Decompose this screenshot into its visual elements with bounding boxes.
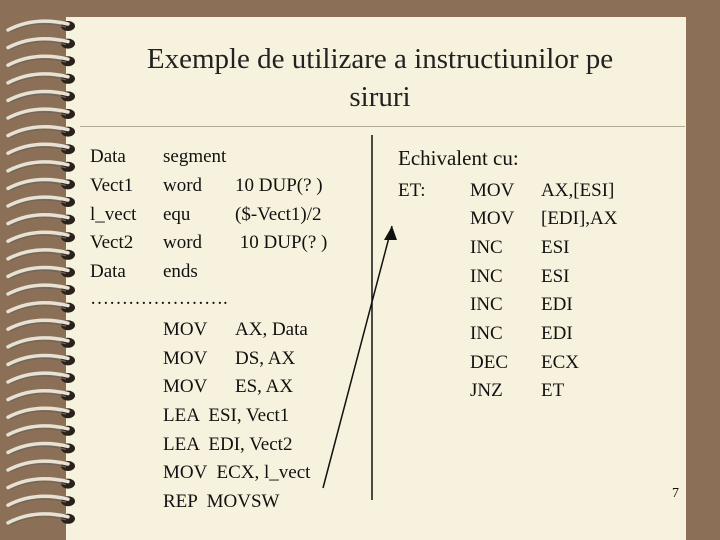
instruction-arg: DS, AX — [235, 348, 296, 369]
equiv-arg: EDI — [541, 294, 573, 315]
instruction-arg: AX, Data — [235, 319, 308, 340]
instruction-line: MOV ECX, l_vect — [163, 462, 311, 483]
code-label: l_vect — [90, 204, 137, 225]
code-label: Vect2 — [90, 232, 134, 253]
instruction-line: REP MOVSW — [163, 491, 280, 512]
title-line-2: siruri — [349, 81, 411, 113]
equiv-op: INC — [470, 294, 503, 315]
equiv-op: INC — [470, 323, 503, 344]
code-arg: 10 DUP(? ) — [235, 232, 328, 253]
equiv-arg: ECX — [541, 352, 579, 373]
equiv-arg: AX,[ESI] — [541, 180, 615, 201]
equiv-op: INC — [470, 237, 503, 258]
instruction-op: MOV — [163, 319, 208, 340]
equiv-op: MOV — [470, 180, 515, 201]
code-op: ends — [163, 261, 198, 282]
code-op: segment — [163, 146, 227, 167]
code-op: equ — [163, 204, 191, 225]
code-arg: 10 DUP(? ) — [235, 175, 323, 196]
code-arg: ($-Vect1)/2 — [235, 204, 322, 225]
code-op: word — [163, 175, 203, 196]
equivalence-arrow — [323, 226, 392, 488]
equiv-op: JNZ — [470, 380, 503, 401]
equivalent-heading: Echivalent cu: — [398, 146, 519, 170]
code-op: word — [163, 232, 203, 253]
equiv-op: MOV — [470, 208, 515, 229]
equiv-arg: ESI — [541, 237, 570, 258]
equiv-arg: EDI — [541, 323, 573, 344]
equiv-arg: ESI — [541, 266, 570, 287]
title-line-1: Exemple de utilizare a instructiunilor pe — [146, 43, 614, 75]
loop-label: ET: — [398, 180, 426, 201]
instruction-line: LEA ESI, Vect1 — [163, 405, 290, 426]
instruction-op: MOV — [163, 348, 208, 369]
arrow-head-icon — [384, 226, 397, 240]
instruction-op: MOV — [163, 376, 208, 397]
code-label: Data — [90, 261, 126, 282]
equiv-op: INC — [470, 266, 503, 287]
code-label: Data — [90, 146, 126, 167]
equiv-op: DEC — [470, 352, 508, 373]
equiv-arg: ET — [541, 380, 565, 401]
code-ellipsis: …………………. — [90, 288, 228, 309]
instruction-arg: ES, AX — [235, 376, 294, 397]
code-label: Vect1 — [90, 175, 134, 196]
instruction-line: LEA EDI, Vect2 — [163, 434, 293, 455]
slide-number: 7 — [672, 486, 679, 501]
equiv-arg: [EDI],AX — [541, 208, 618, 229]
